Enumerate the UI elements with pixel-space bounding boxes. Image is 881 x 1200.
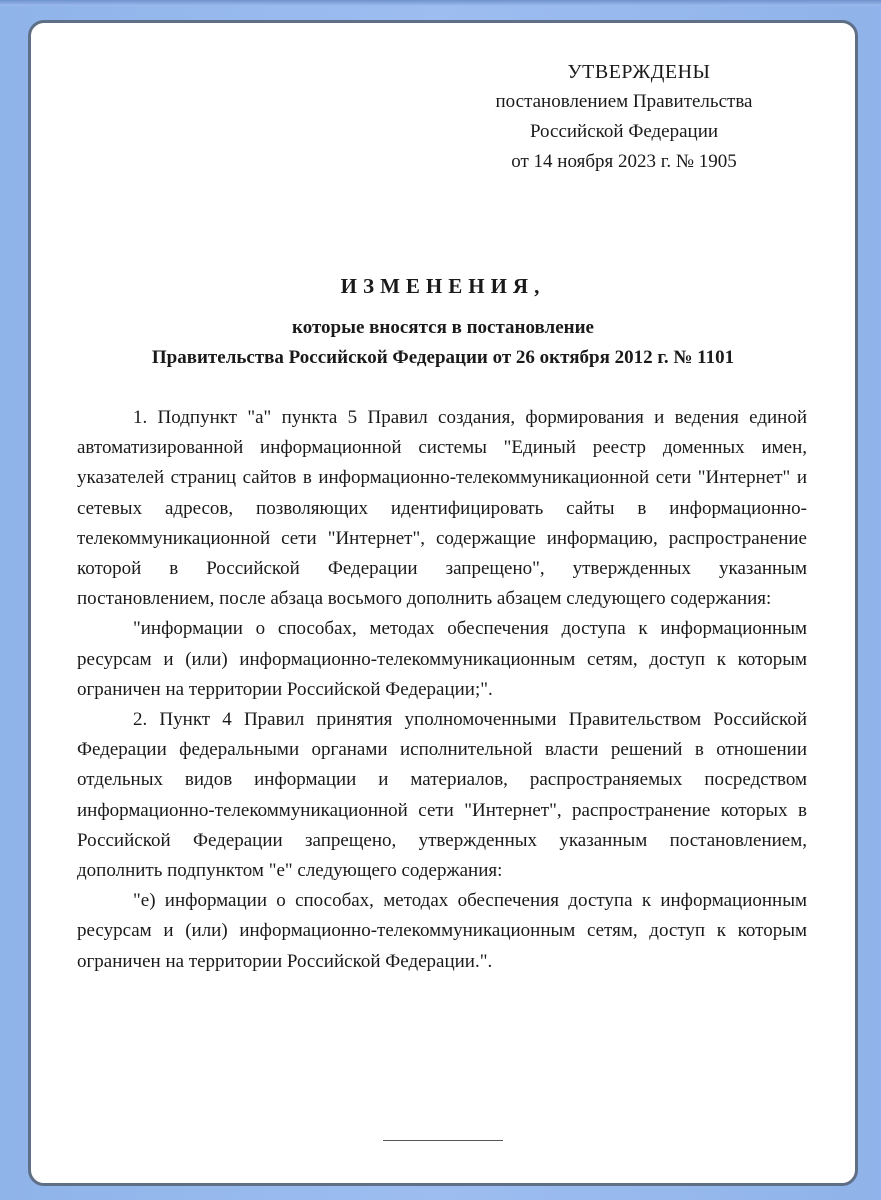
paragraph: 1. Подпункт "а" пункта 5 Правил создания, формирования и ведения единой автоматизированной информационной системы "Единый реестр доменных имен, указателей страниц сайтов в информационно-телекоммуникационной сети "Интернет" и сетевых адресов, позволяющих идентифицировать сайты в информационно-телекоммуникационной сети "Интернет", содержащие информацию, распространение которой в Российской Федерации запрещено", утвержденных указанным постановлением, после абзаца восьмого дополнить абзацем следующего содержания: xyxy=(77,407,807,610)
paragraph: 2. Пункт 4 Правил принятия уполномоченными Правительством Российской Федерации федеральными органами исполнительной власти решений в отношении отдельных видов информации и материалов, распространяемых посредством информационно-телекоммуникационной сети "Интернет", распространение которых в Российской Федерации запрещено, утвержденных указанным постановлением, дополнить подпунктом "е" следующего содержания: xyxy=(77,709,807,882)
footer-divider xyxy=(383,1140,503,1141)
approval-stamp xyxy=(459,57,789,177)
top-strip xyxy=(0,0,881,6)
paragraph: "информации о способах, методах обеспечения доступа к информационным ресурсам и (или) информационно-телекоммуникационным сетям, доступ к которым ограничен на территории Российской Федерации;". xyxy=(77,618,807,700)
document-subtitle: которые вносятся в постановление xyxy=(292,317,594,338)
approval-line: Российской Федерации xyxy=(529,121,719,142)
document-body xyxy=(77,403,807,977)
approval-date: от 14 ноября 2023 г. № 1905 xyxy=(511,151,737,172)
paragraph: "е) информации о способах, методах обеспечения доступа к информационным ресурсам и (или) информационно-телекоммуникационным сетям, доступ к которым ограничен на территории Российской Федерации.". xyxy=(77,890,807,972)
document-title: ИЗМЕНЕНИЯ, xyxy=(340,274,546,298)
approval-title: УТВЕРЖДЕНЫ xyxy=(567,61,711,83)
document-heading xyxy=(31,271,855,373)
document-subtitle: Правительства Российской Федерации от 26 октября 2012 г. № 1101 xyxy=(151,347,735,368)
document-page xyxy=(28,20,858,1186)
approval-line: постановлением Правительства xyxy=(495,91,753,112)
